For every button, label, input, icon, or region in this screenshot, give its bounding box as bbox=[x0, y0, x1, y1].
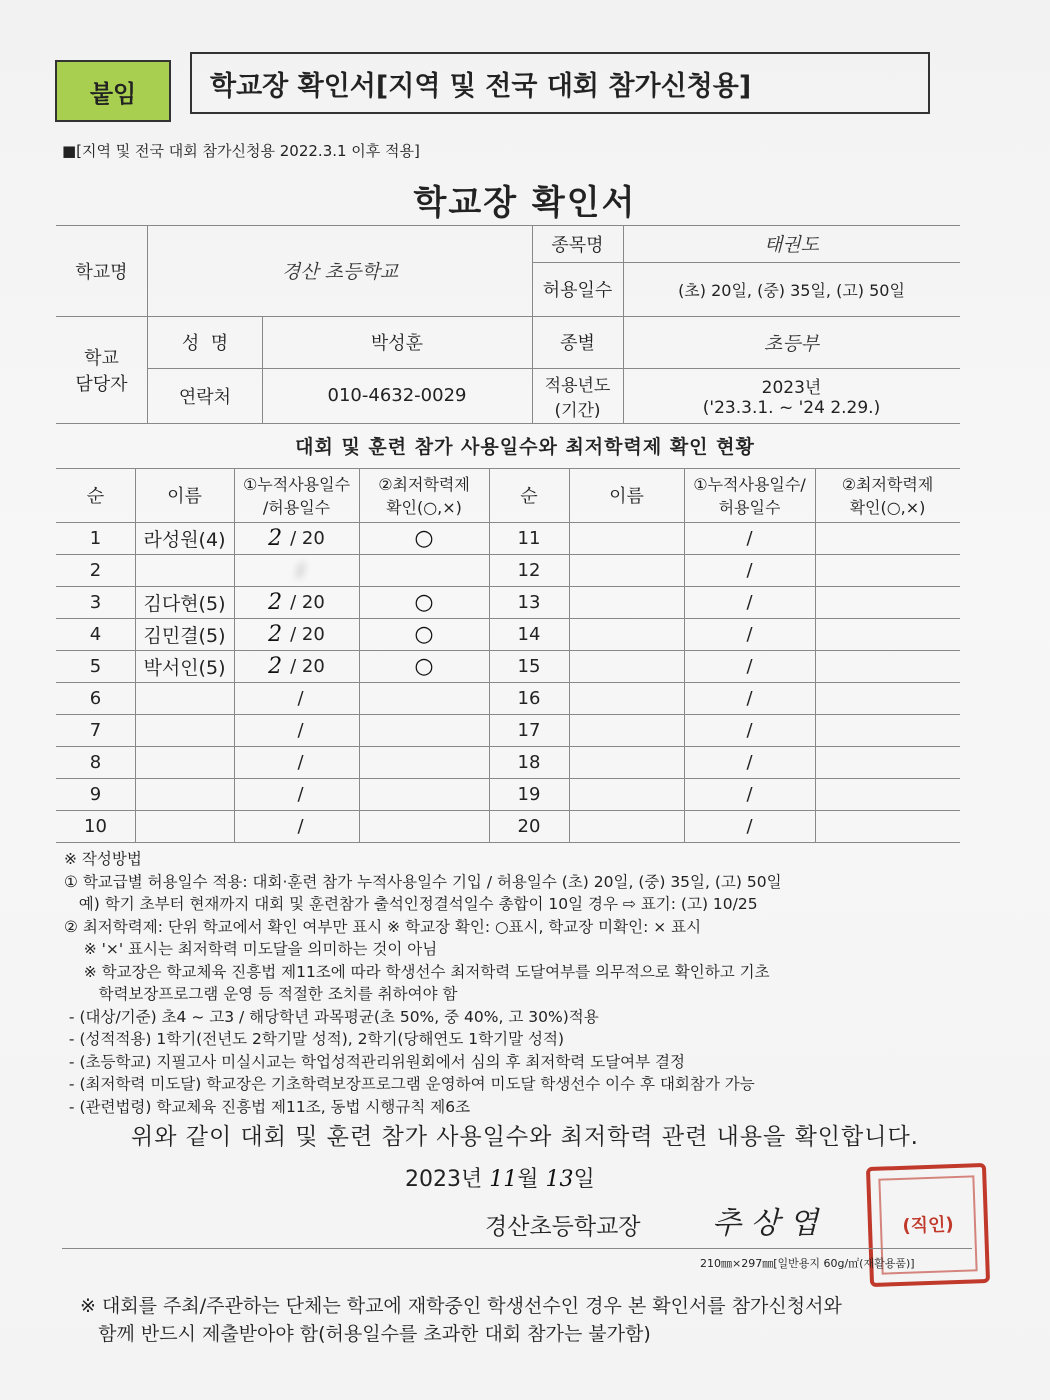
used-days-cell bbox=[234, 522, 359, 554]
date-day: 13 bbox=[545, 1167, 574, 1192]
row-number: 3 bbox=[89, 591, 102, 613]
student-name bbox=[135, 810, 234, 842]
allowed-days: / bbox=[746, 655, 753, 677]
allowed-days: / bbox=[746, 751, 753, 773]
row-rule bbox=[56, 842, 960, 843]
writing-notes bbox=[64, 848, 964, 1118]
applicability-notice: ■[지역 및 전국 대회 참가신청용 2022.3.1 이후 적용] bbox=[62, 142, 420, 160]
header-check-right-line1: ②최저학력제 bbox=[841, 475, 934, 494]
used-days-cell bbox=[234, 554, 359, 586]
student-name: 라성원(4) bbox=[143, 528, 226, 551]
row-number: 18 bbox=[517, 751, 541, 773]
student-name bbox=[569, 650, 684, 682]
student-name bbox=[569, 618, 684, 650]
note-line: ※ '×' 표시는 최저학력 미도달을 의미하는 것이 아님 bbox=[64, 940, 438, 958]
header-name: 이름 bbox=[167, 486, 202, 507]
days-value: (초) 20일, (중) 35일, (고) 50일 bbox=[678, 280, 905, 300]
allowed-days: / bbox=[297, 751, 304, 773]
academic-check bbox=[815, 522, 960, 554]
year-label bbox=[532, 368, 623, 423]
date-month: 11 bbox=[489, 1167, 518, 1192]
header-check-line2: 확인(○,×) bbox=[386, 498, 462, 517]
rule bbox=[56, 423, 960, 424]
header-name-right: 이름 bbox=[609, 486, 644, 507]
note-line: 예) 학기 초부터 현재까지 대회 및 훈련참가 출석인정결석일수 총합이 10일 경우 ⇨ 표기: (고) 10/25 bbox=[64, 895, 758, 913]
row-number: 8 bbox=[89, 751, 102, 773]
allowed-days: / 20 bbox=[290, 591, 325, 613]
used-days: 2 bbox=[268, 621, 283, 647]
student-name bbox=[569, 522, 684, 554]
header-days bbox=[234, 468, 359, 522]
staff-label bbox=[56, 316, 147, 423]
academic-check bbox=[815, 746, 960, 778]
row-number: 6 bbox=[89, 687, 102, 709]
header-days-line1: ①누적사용일수 bbox=[242, 475, 351, 494]
allowed-days: / bbox=[297, 719, 304, 741]
allowed-days: / bbox=[746, 559, 753, 581]
header-check-line1: ②최저학력제 bbox=[378, 475, 470, 494]
header-days-right-line2: 허용일수 bbox=[718, 498, 781, 517]
row-number: 11 bbox=[517, 527, 541, 549]
paper-spec: 210㎜×297㎜[일반용지 60g/㎡(재활용품)] bbox=[700, 1257, 915, 1270]
allowed-days: / bbox=[746, 527, 753, 549]
row-number: 15 bbox=[517, 655, 541, 677]
date-day-label: 일 bbox=[573, 1167, 595, 1192]
allowed-days: / 20 bbox=[290, 623, 325, 645]
allowed-days: / bbox=[746, 623, 753, 645]
used-days-cell bbox=[234, 586, 359, 618]
academic-check bbox=[359, 682, 489, 714]
footer-note bbox=[80, 1292, 842, 1348]
document-title: 학교장 확인서 bbox=[413, 183, 637, 223]
row-number: 13 bbox=[517, 591, 541, 613]
row-number: 10 bbox=[84, 815, 107, 837]
header-days-line2: /허용일수 bbox=[262, 498, 331, 517]
note-line: - (초등학교) 지필고사 미실시교는 학업성적관리위원회에서 심의 후 최저학력 도달여부 결정 bbox=[64, 1052, 685, 1071]
note-line: - (관련법령) 학교체육 진흥법 제11조, 동법 시행규칙 제6조 bbox=[64, 1097, 471, 1116]
row-number: 7 bbox=[89, 719, 102, 741]
used-days-cell bbox=[234, 618, 359, 650]
header-check bbox=[359, 468, 489, 522]
allowed-days: / bbox=[297, 559, 304, 581]
used-days-cell bbox=[234, 650, 359, 682]
student-name bbox=[569, 746, 684, 778]
academic-check bbox=[815, 682, 960, 714]
used-days-cell bbox=[234, 746, 359, 778]
attachment-tag: 붙임 bbox=[55, 60, 171, 122]
academic-check bbox=[815, 650, 960, 682]
allowed-days: / bbox=[746, 687, 753, 709]
header-no-right: 순 bbox=[520, 486, 538, 507]
academic-check bbox=[815, 714, 960, 746]
category-label: 종별 bbox=[560, 333, 595, 354]
academic-check: ○ bbox=[414, 653, 434, 679]
student-name bbox=[569, 714, 684, 746]
row-number: 9 bbox=[89, 783, 102, 805]
academic-check bbox=[815, 778, 960, 810]
header-days-right bbox=[684, 468, 815, 522]
footer-line: 함께 반드시 제출받아야 함(허용일수를 초과한 대회 참가는 불가함) bbox=[80, 1323, 651, 1345]
allowed-days: / 20 bbox=[290, 655, 325, 677]
student-name bbox=[569, 586, 684, 618]
academic-check: ○ bbox=[414, 525, 434, 551]
student-name bbox=[135, 714, 234, 746]
academic-check bbox=[359, 714, 489, 746]
days-label: 허용일수 bbox=[542, 280, 613, 301]
academic-check bbox=[359, 778, 489, 810]
used-days-cell bbox=[234, 714, 359, 746]
academic-check bbox=[815, 554, 960, 586]
used-days: 2 bbox=[268, 525, 283, 551]
header-title: 학교장 확인서[지역 및 전국 대회 참가신청용] bbox=[190, 52, 930, 114]
school-label: 학교명 bbox=[75, 261, 128, 283]
note-line: - (대상/기준) 초4 ~ 고3 / 해당학년 과목평균(초 50%, 중 40%, 고 30%)적용 bbox=[64, 1007, 599, 1026]
header-days-right-line1: ①누적사용일수/ bbox=[693, 475, 806, 494]
academic-check bbox=[815, 618, 960, 650]
row-number: 20 bbox=[517, 815, 541, 837]
academic-check bbox=[359, 746, 489, 778]
principal-signature: 추 상 엽 bbox=[712, 1206, 819, 1241]
footer-rule bbox=[62, 1248, 972, 1249]
row-number: 17 bbox=[517, 719, 541, 741]
note-line: ※ 작성방법 bbox=[64, 850, 142, 868]
allowed-days: / bbox=[297, 687, 304, 709]
sport-value: 태권도 bbox=[763, 234, 820, 256]
academic-check bbox=[815, 810, 960, 842]
used-days-cell bbox=[234, 778, 359, 810]
allowed-days: / bbox=[746, 591, 753, 613]
academic-check: ○ bbox=[414, 621, 434, 647]
footer-line: ※ 대회를 주최/주관하는 단체는 학교에 재학중인 학생선수인 경우 본 확인서를 참가신청서와 bbox=[80, 1295, 842, 1317]
academic-check: ○ bbox=[414, 589, 434, 615]
allowed-days: / bbox=[746, 719, 753, 741]
academic-check bbox=[359, 810, 489, 842]
allowed-days: / 20 bbox=[290, 527, 325, 549]
student-name bbox=[135, 746, 234, 778]
student-name: 김다현(5) bbox=[143, 592, 226, 615]
date-month-label: 월 bbox=[517, 1167, 539, 1192]
allowed-days: / bbox=[746, 815, 753, 837]
seal-text: (직인) bbox=[902, 1214, 954, 1237]
category-value: 초등부 bbox=[763, 332, 820, 355]
confirmation-statement: 위와 같이 대회 및 훈련 참가 사용일수와 최저학력 관련 내용을 확인합니다. bbox=[131, 1124, 919, 1150]
row-number: 14 bbox=[517, 623, 541, 645]
row-number: 2 bbox=[89, 559, 102, 581]
used-days: 2 bbox=[268, 589, 283, 615]
row-number: 1 bbox=[89, 527, 102, 549]
academic-check bbox=[815, 586, 960, 618]
student-name bbox=[135, 778, 234, 810]
staff-label-line1: 학교 bbox=[84, 347, 119, 369]
row-number: 12 bbox=[517, 559, 541, 581]
used-days: 2 bbox=[268, 653, 283, 679]
student-name: 김민결(5) bbox=[143, 624, 226, 647]
student-name bbox=[569, 810, 684, 842]
note-line: ※ 학교장은 학교체육 진흥법 제11조에 따라 학생선수 최저학력 도달여부를 의무적으로 확인하고 기초 bbox=[64, 962, 770, 981]
header-check-right bbox=[815, 468, 960, 522]
staff-label-line2: 담당자 bbox=[75, 373, 128, 395]
header-no: 순 bbox=[86, 486, 105, 507]
sport-label: 종목명 bbox=[551, 234, 604, 256]
note-line: - (성적적용) 1학기(전년도 2학기말 성적), 2학기(당해연도 1학기말 성적) bbox=[64, 1030, 564, 1048]
name-value: 박성훈 bbox=[370, 333, 424, 354]
allowed-days: / bbox=[746, 783, 753, 805]
date-year: 2023년 bbox=[405, 1167, 483, 1192]
header-check-right-line2: 확인(○,×) bbox=[849, 498, 926, 517]
note-line: ① 학교급별 허용일수 적용: 대회·훈련 참가 누적사용일수 기입 / 허용일수 (초) 20일, (중) 35일, (고) 50일 bbox=[64, 872, 782, 891]
year-value-line1: 2023년 bbox=[761, 378, 822, 398]
note-line: ② 최저학력제: 단위 학교에서 확인 여부만 표시 ※ 학교장 확인: ○표시, 학교장 미확인: × 표시 bbox=[64, 917, 702, 936]
year-label-line2: (기간) bbox=[554, 400, 601, 421]
year-value bbox=[623, 368, 960, 423]
row-number: 5 bbox=[89, 655, 102, 677]
allowed-days: / bbox=[297, 783, 304, 805]
used-days-cell bbox=[234, 682, 359, 714]
name-label: 성 명 bbox=[181, 333, 229, 354]
year-value-line2: ('23.3.1. ~ '24 2.29.) bbox=[702, 398, 881, 418]
academic-check bbox=[359, 554, 489, 586]
section-title: 대회 및 훈련 참가 사용일수와 최저학력제 확인 현황 bbox=[295, 436, 755, 458]
year-label-line1: 적용년도 bbox=[544, 375, 611, 396]
student-name: 박서인(5) bbox=[143, 656, 226, 679]
issue-date bbox=[405, 1162, 595, 1193]
used-days-cell bbox=[234, 810, 359, 842]
row-number: 19 bbox=[517, 783, 541, 805]
principal-title: 경산초등학교장 bbox=[485, 1214, 641, 1240]
student-name bbox=[569, 554, 684, 586]
contact-value: 010-4632-0029 bbox=[327, 385, 467, 406]
school-value: 경산 초등학교 bbox=[281, 261, 399, 283]
allowed-days: / bbox=[297, 815, 304, 837]
row-number: 4 bbox=[89, 623, 102, 645]
note-line: 학력보장프로그램 운영 등 적절한 조치를 취하여야 함 bbox=[64, 985, 458, 1003]
student-name bbox=[135, 682, 234, 714]
student-name bbox=[135, 554, 234, 586]
note-line: - (최저학력 미도달) 학교장은 기초학력보장프로그램 운영하여 미도달 학생선수 이수 후 대회참가 가능 bbox=[64, 1075, 755, 1093]
student-name bbox=[569, 778, 684, 810]
student-name bbox=[569, 682, 684, 714]
row-number: 16 bbox=[517, 687, 541, 709]
contact-label: 연락처 bbox=[178, 386, 232, 408]
